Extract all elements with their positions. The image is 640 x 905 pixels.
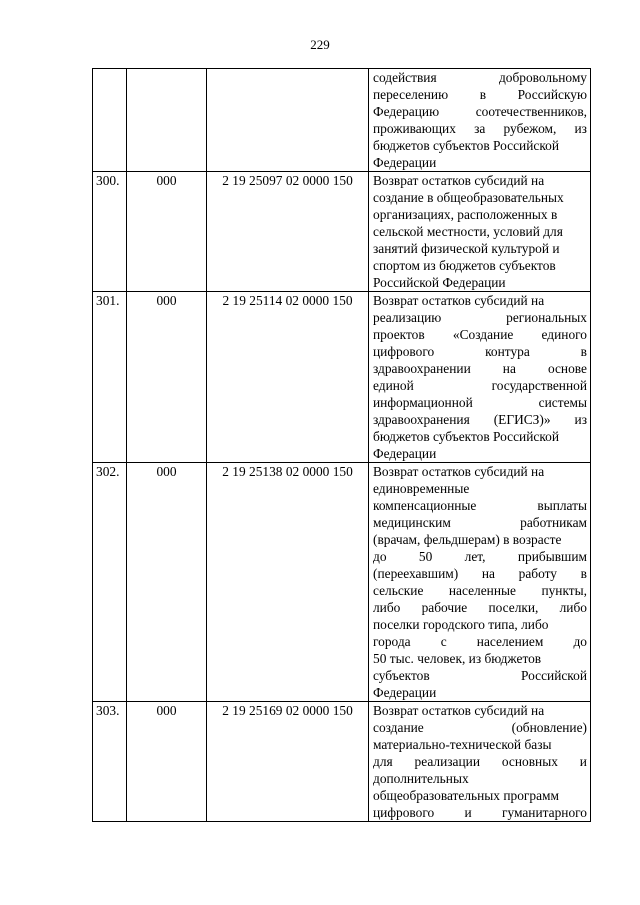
description-line — [373, 736, 587, 753]
description-word: государственной — [491, 378, 587, 393]
description-word: переселению — [373, 87, 449, 102]
description-word: Федерации — [373, 446, 437, 461]
description-word: создание — [373, 720, 424, 735]
description-line — [373, 684, 587, 701]
description-word: здравоохранения — [373, 412, 470, 427]
description-word: Федерации — [373, 155, 437, 170]
table-body — [93, 69, 591, 822]
budget-classification-code-cell: 2 19 25114 02 0000 150 — [207, 292, 369, 463]
description-word: проектов — [373, 327, 425, 342]
description-word: Федерацию — [373, 104, 440, 119]
table-row — [93, 292, 591, 463]
description-word: материально-технической базы — [373, 737, 552, 752]
description-word: поселки городского типа, либо — [373, 617, 549, 632]
description-word: сельские — [373, 583, 424, 598]
description-cell — [369, 69, 591, 172]
description-word: добровольному — [498, 70, 587, 85]
description-word: до — [373, 549, 387, 564]
description-word: содействия — [373, 70, 437, 85]
administrator-code-cell: 000 — [127, 292, 207, 463]
description-line — [373, 599, 587, 616]
description-word: и — [579, 754, 587, 769]
description-word: 50 — [418, 549, 433, 564]
description-line — [373, 103, 587, 120]
budget-classification-code-cell — [207, 69, 369, 172]
description-word: медицинским — [373, 515, 451, 530]
description-word: контура — [485, 344, 530, 359]
description-word: рубежом, — [503, 121, 557, 136]
description-word: бюджетов субъектов Российской — [373, 138, 560, 153]
description-line — [373, 428, 587, 445]
description-word: Возврат остатков субсидий на — [373, 173, 545, 188]
description-word: на — [481, 566, 495, 581]
description-line — [373, 309, 587, 326]
administrator-code-cell — [127, 69, 207, 172]
description-word: для — [373, 754, 393, 769]
description-word: населенные — [448, 583, 516, 598]
description-word: реализации — [414, 754, 480, 769]
row-number-cell: 301. — [93, 292, 127, 463]
budget-classification-code-cell: 2 19 25138 02 0000 150 — [207, 463, 369, 702]
description-line — [373, 137, 587, 154]
description-word: сельской местности, условий для — [373, 224, 563, 239]
description-line — [373, 702, 587, 719]
description-word: организациях, расположенных в — [373, 207, 558, 222]
description-line — [373, 274, 587, 291]
description-word: Российской — [521, 668, 587, 683]
description-word: единой — [373, 378, 414, 393]
table-row — [93, 463, 591, 702]
budget-classification-code-cell: 2 19 25097 02 0000 150 — [207, 172, 369, 292]
administrator-code-cell: 000 — [127, 463, 207, 702]
description-word: компенсационные — [373, 498, 477, 513]
description-word: за — [474, 121, 486, 136]
description-word: из — [574, 412, 587, 427]
description-word: создание в общеобразовательных — [373, 190, 564, 205]
description-word: (врачам, фельдшерам) в возрасте — [373, 532, 562, 547]
description-word: Российской Федерации — [373, 275, 506, 290]
description-line — [373, 548, 587, 565]
description-word: в — [580, 566, 587, 581]
description-line — [373, 565, 587, 582]
description-word: региональных — [506, 310, 587, 325]
description-line — [373, 292, 587, 309]
description-word: цифрового — [373, 805, 435, 820]
description-word: с — [440, 634, 447, 649]
table-row — [93, 172, 591, 292]
budget-classification-code-cell: 2 19 25169 02 0000 150 — [207, 702, 369, 822]
description-word: либо — [559, 600, 587, 615]
table-row — [93, 702, 591, 822]
description-word: (ЕГИСЗ)» — [493, 412, 551, 427]
description-cell — [369, 172, 591, 292]
description-word: Возврат остатков субсидий на — [373, 464, 545, 479]
description-word: и — [464, 805, 472, 820]
description-cell — [369, 702, 591, 822]
description-line — [373, 650, 587, 667]
row-number-cell: 303. — [93, 702, 127, 822]
description-word: единого — [541, 327, 587, 342]
description-line — [373, 257, 587, 274]
description-line — [373, 582, 587, 599]
description-line — [373, 120, 587, 137]
description-line — [373, 377, 587, 394]
description-word: населением — [476, 634, 544, 649]
table-row — [93, 69, 591, 172]
description-line — [373, 463, 587, 480]
description-line — [373, 531, 587, 548]
description-line — [373, 172, 587, 189]
description-word: субъектов — [373, 668, 430, 683]
description-word: из — [574, 121, 587, 136]
description-line — [373, 497, 587, 514]
description-line — [373, 753, 587, 770]
description-word: общеобразовательных программ — [373, 788, 559, 803]
description-word: работникам — [520, 515, 587, 530]
budget-code-table — [92, 68, 591, 822]
description-line — [373, 394, 587, 411]
description-cell — [369, 292, 591, 463]
description-word: здравоохранении — [373, 361, 471, 376]
description-line — [373, 326, 587, 343]
description-word: Федерации — [373, 685, 437, 700]
description-word: 50 тыс. человек, из бюджетов — [373, 651, 542, 666]
description-word: системы — [538, 395, 587, 410]
page-number: 229 — [310, 37, 330, 52]
description-line — [373, 787, 587, 804]
description-word: спортом из бюджетов субъектов — [373, 258, 556, 273]
description-word: поселки, — [488, 600, 539, 615]
description-word: «Создание — [452, 327, 514, 342]
description-line — [373, 189, 587, 206]
description-word: города — [373, 634, 411, 649]
description-line — [373, 411, 587, 428]
description-word: лет, — [464, 549, 486, 564]
description-line — [373, 480, 587, 497]
description-word: Возврат остатков субсидий на — [373, 293, 545, 308]
description-word: основе — [547, 361, 587, 376]
description-line — [373, 770, 587, 787]
description-line — [373, 69, 587, 86]
description-line — [373, 667, 587, 684]
description-line — [373, 633, 587, 650]
description-word: (переехавшим) — [373, 566, 459, 581]
description-word: основных — [501, 754, 558, 769]
description-word: занятий физической культурой и — [373, 241, 560, 256]
description-line — [373, 223, 587, 240]
administrator-code-cell: 000 — [127, 702, 207, 822]
row-number-cell — [93, 69, 127, 172]
description-line — [373, 206, 587, 223]
description-line — [373, 719, 587, 736]
description-word: единовременные — [373, 481, 470, 496]
description-line — [373, 343, 587, 360]
description-word: Российскую — [517, 87, 587, 102]
row-number-cell: 300. — [93, 172, 127, 292]
description-word: бюджетов субъектов Российской — [373, 429, 560, 444]
description-word: прибывшим — [517, 549, 587, 564]
description-word: рабочие — [421, 600, 468, 615]
description-line — [373, 616, 587, 633]
description-line — [373, 240, 587, 257]
description-line — [373, 86, 587, 103]
description-word: либо — [373, 600, 401, 615]
administrator-code-cell: 000 — [127, 172, 207, 292]
description-word: информационной — [373, 395, 473, 410]
description-word: на — [502, 361, 516, 376]
description-word: Возврат остатков субсидий на — [373, 703, 545, 718]
description-word: (обновление) — [511, 720, 587, 735]
description-line — [373, 360, 587, 377]
description-word: проживающих — [373, 121, 456, 136]
description-word: выплаты — [537, 498, 587, 513]
description-word: реализацию — [373, 310, 442, 325]
description-line — [373, 804, 587, 821]
description-word: работу — [518, 566, 557, 581]
description-line — [373, 514, 587, 531]
description-line — [373, 154, 587, 171]
description-word: гуманитарного — [501, 805, 587, 820]
description-word: до — [573, 634, 587, 649]
description-word: соотечественников, — [475, 104, 587, 119]
description-cell — [369, 463, 591, 702]
description-line — [373, 445, 587, 462]
description-word: дополнительных — [373, 771, 469, 786]
row-number-cell: 302. — [93, 463, 127, 702]
description-word: пункты, — [541, 583, 587, 598]
description-word: цифрового — [373, 344, 435, 359]
description-word: в — [479, 87, 487, 102]
description-word: в — [580, 344, 587, 359]
